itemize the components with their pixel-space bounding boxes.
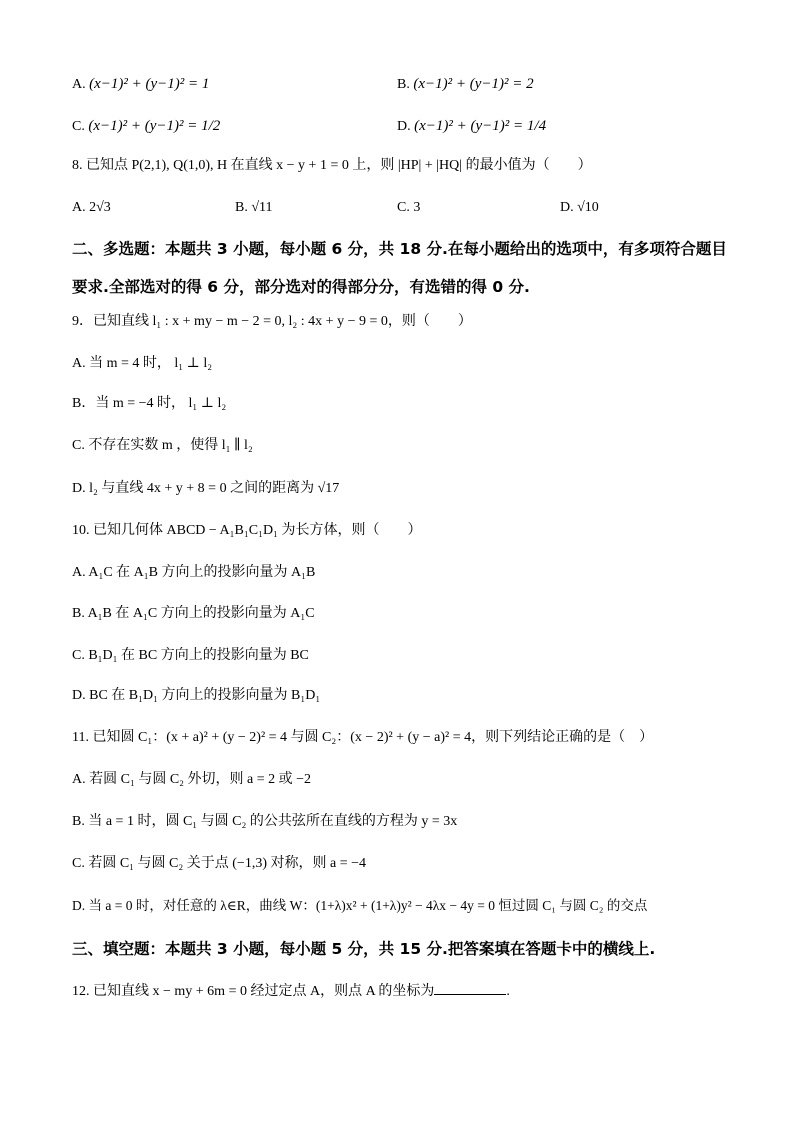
section-3-heading: 三、填空题：本题共 3 小题，每小题 5 分，共 15 分.把答案填在答题卡中的横线上. bbox=[72, 940, 656, 958]
q12-stem-end: . bbox=[506, 984, 510, 999]
q10-option-d[interactable]: D. BC 在 B₁D₁ 方向上的投影向量为 B₁D₁ bbox=[72, 688, 321, 703]
q10-option-b[interactable]: B. A₁B 在 A₁C 方向上的投影向量为 A₁C bbox=[72, 606, 315, 621]
q12-stem bbox=[72, 980, 510, 1002]
option-label: B. bbox=[397, 77, 410, 92]
q8-stem: 8. 已知点 P(2,1), Q(1,0), H 在直线 x − y + 1 = 0 上，则 |HP| + |HQ| 的最小值为（ ） bbox=[72, 158, 592, 173]
q11-option-a[interactable]: A. 若圆 C₁ 与圆 C₂ 外切，则 a = 2 或 −2 bbox=[72, 772, 312, 787]
q10-option-a[interactable]: A. A₁C 在 A₁B 方向上的投影向量为 A₁B bbox=[72, 565, 316, 580]
q9-stem: 9．已知直线 l₁ : x + my − m − 2 = 0, l₂ : 4x + y − 9 = 0，则（ ） bbox=[72, 314, 472, 329]
option-label: D. bbox=[397, 119, 411, 134]
q9-option-d[interactable]: D. l₂ 与直线 4x + y + 8 = 0 之间的距离为 √17 bbox=[72, 481, 340, 496]
answer-blank[interactable] bbox=[434, 980, 506, 995]
option-expression: (x−1)² + (y−1)² = 1/2 bbox=[88, 118, 221, 134]
section-2-heading-line-1: 二、多选题：本题共 3 小题，每小题 6 分，共 18 分.在每小题给出的选项中，有多项符合题目 bbox=[72, 240, 727, 258]
q9-option-b[interactable]: B．当 m = −4 时， l₁ ⊥ l₂ bbox=[72, 396, 227, 411]
q9-option-c[interactable]: C. 不存在实数 m ，使得 l₁ ∥ l₂ bbox=[72, 438, 253, 453]
q11-option-c[interactable]: C. 若圆 C₁ 与圆 C₂ 关于点 (−1,3) 对称，则 a = −4 bbox=[72, 856, 366, 871]
q8-option-b[interactable]: B. √11 bbox=[235, 200, 273, 215]
q12-stem-text: 12. 已知直线 x − my + 6m = 0 经过定点 A，则点 A 的坐标为 bbox=[72, 984, 435, 999]
option-expression: (x−1)² + (y−1)² = 1 bbox=[89, 76, 210, 92]
section-2-heading-line-2: 要求.全部选对的得 6 分，部分选对的得部分分，有选错的得 0 分. bbox=[72, 278, 530, 296]
q8-option-d[interactable]: D. √10 bbox=[560, 200, 599, 215]
q10-option-c[interactable]: C. B₁D₁ 在 BC 方向上的投影向量为 BC bbox=[72, 648, 309, 663]
q9-option-a[interactable]: A. 当 m = 4 时， l₁ ⊥ l₂ bbox=[72, 356, 213, 371]
q7-option-b[interactable] bbox=[397, 74, 534, 95]
option-label: A. bbox=[72, 77, 86, 92]
q11-option-d[interactable]: D. 当 a = 0 时，对任意的 λ∈R，曲线 W：(1+λ)x² + (1+λ)y² − 4λx − 4y = 0 恒过圆 C₁ 与圆 C₂ 的交点 bbox=[72, 898, 648, 913]
q8-option-c[interactable]: C. 3 bbox=[397, 200, 421, 215]
option-expression: (x−1)² + (y−1)² = 2 bbox=[413, 76, 534, 92]
option-expression: (x−1)² + (y−1)² = 1/4 bbox=[414, 118, 547, 134]
q11-stem: 11. 已知圆 C₁：(x + a)² + (y − 2)² = 4 与圆 C₂：(x − 2)² + (y − a)² = 4，则下列结论正确的是（ ） bbox=[72, 730, 654, 745]
q7-option-d[interactable] bbox=[397, 116, 546, 137]
q7-option-c[interactable] bbox=[72, 116, 220, 137]
q7-option-a[interactable] bbox=[72, 74, 209, 95]
q8-option-a[interactable]: A. 2√3 bbox=[72, 200, 111, 215]
option-label: C. bbox=[72, 119, 85, 134]
q11-option-b[interactable]: B. 当 a = 1 时，圆 C₁ 与圆 C₂ 的公共弦所在直线的方程为 y = 3x bbox=[72, 814, 458, 829]
q10-stem: 10. 已知几何体 ABCD − A₁B₁C₁D₁ 为长方体，则（ ） bbox=[72, 523, 422, 538]
